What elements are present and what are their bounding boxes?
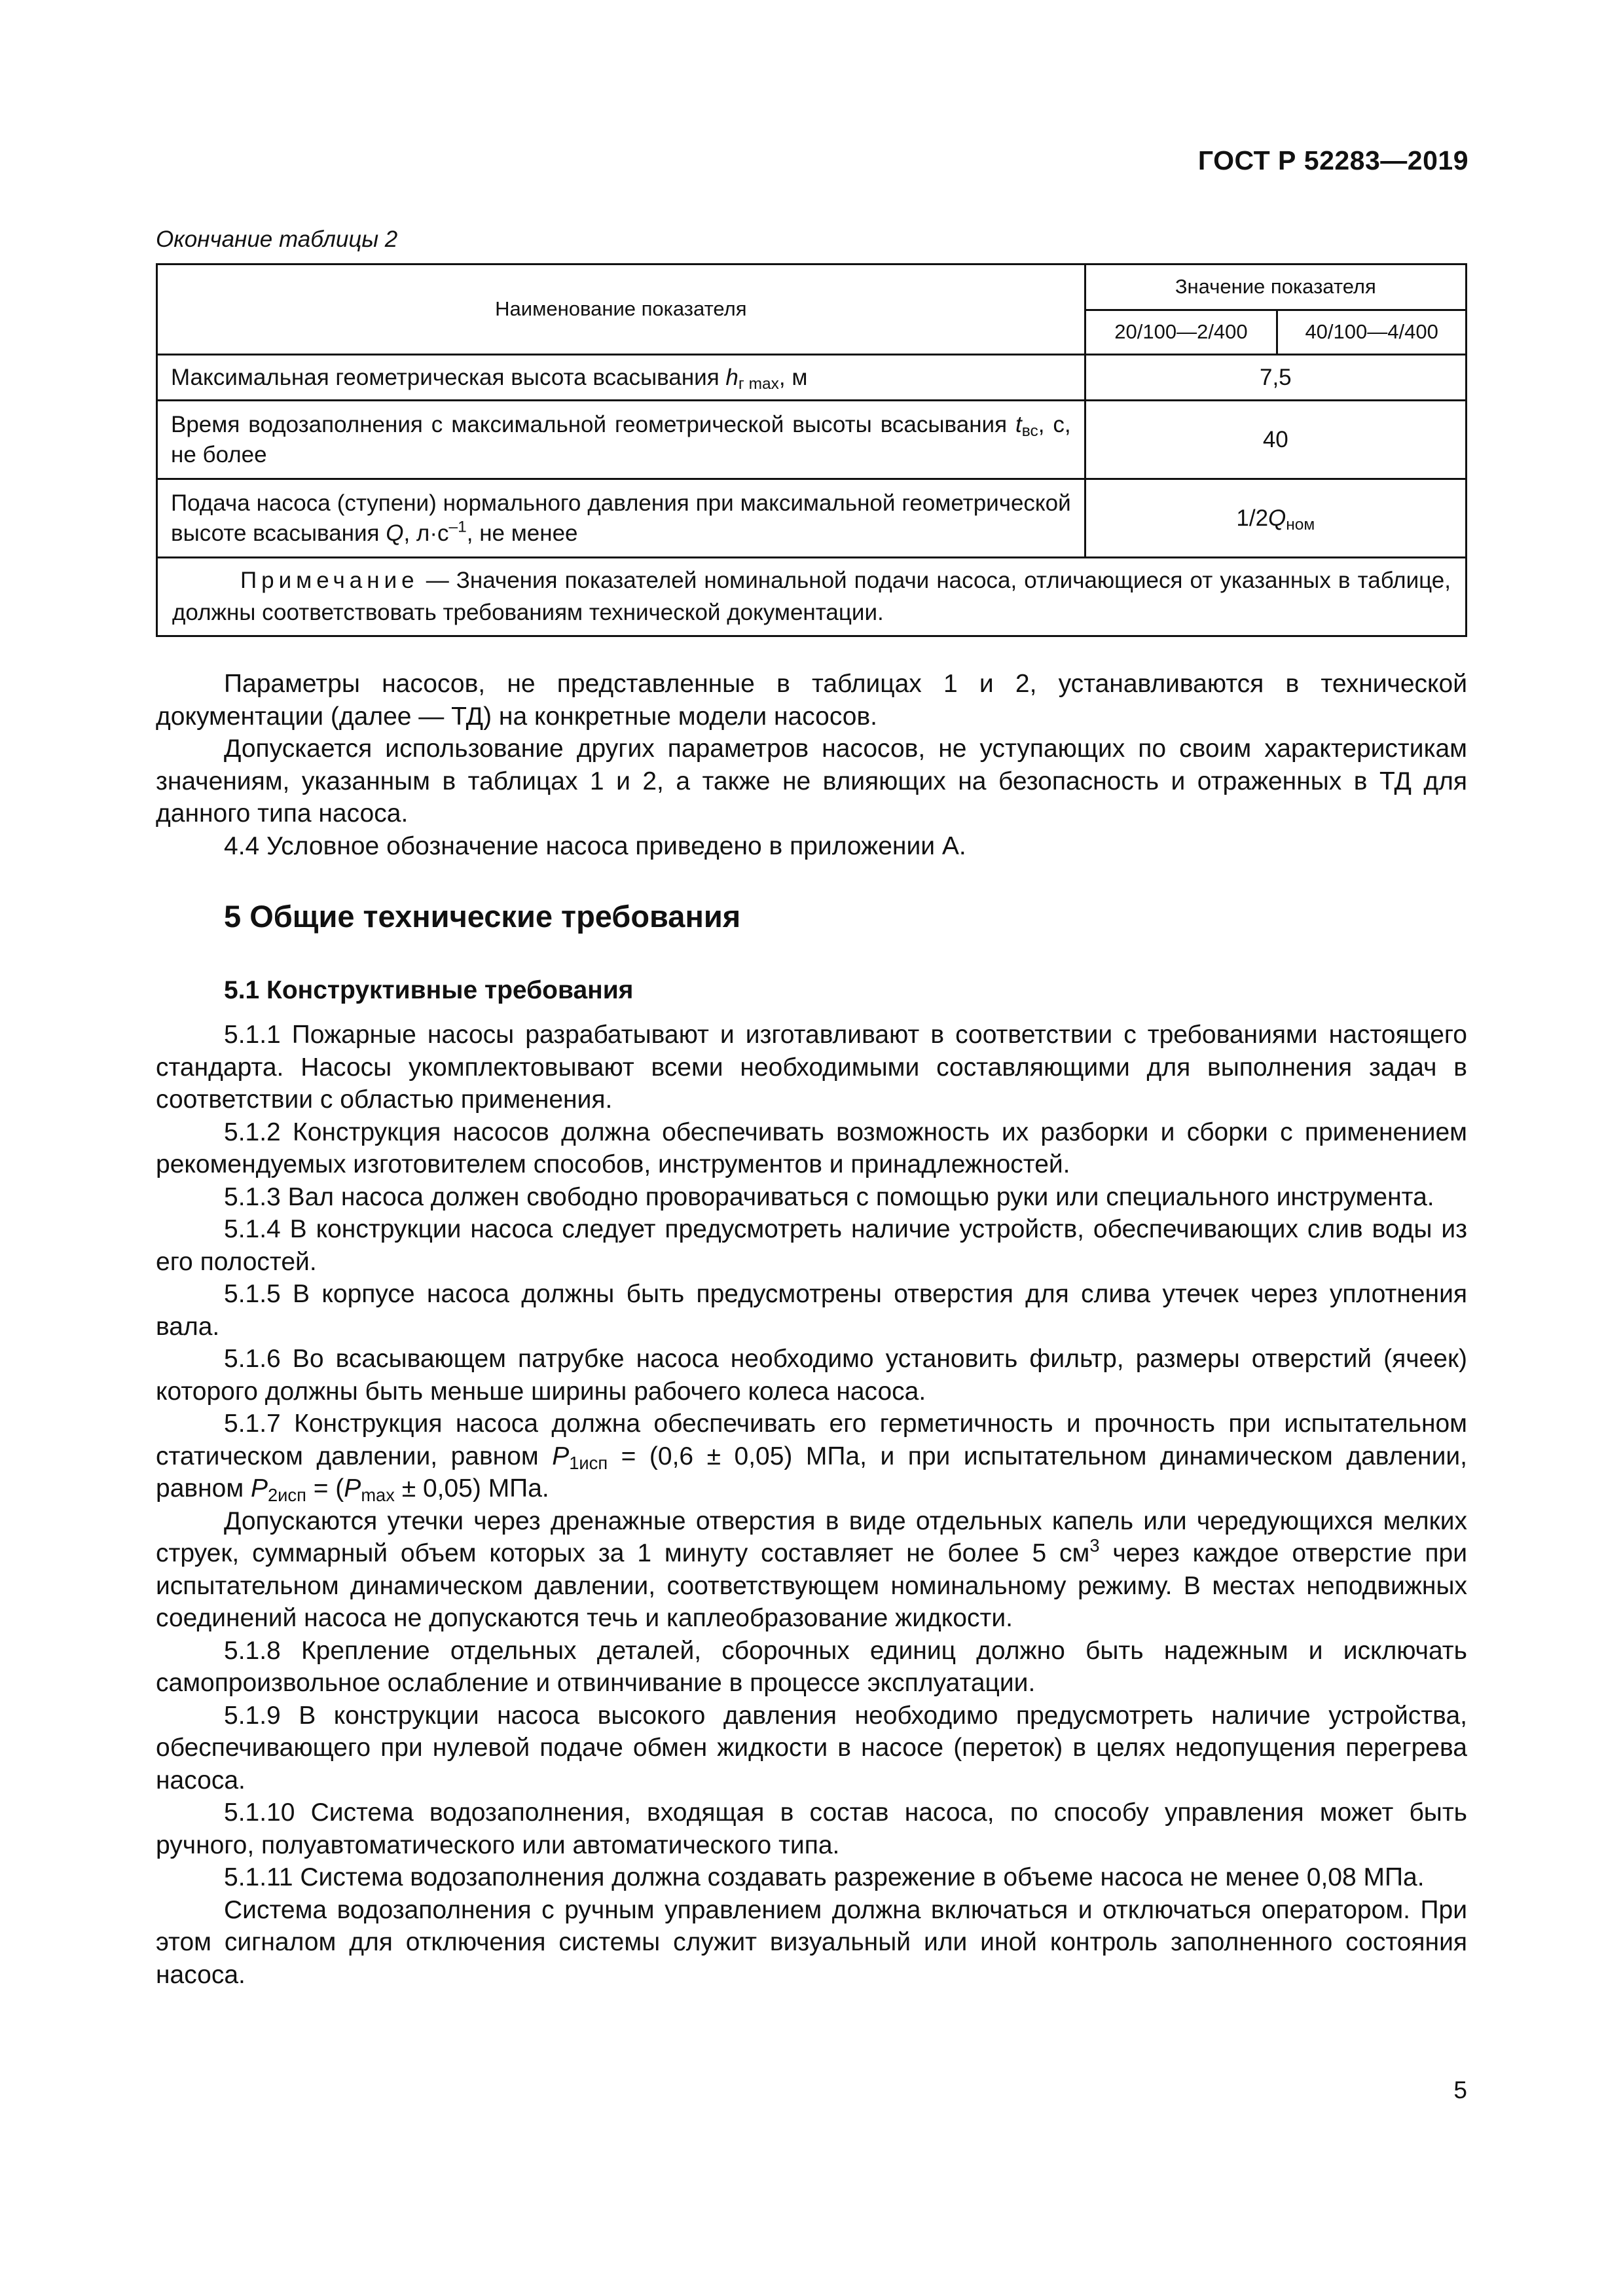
row-value: 7,5 bbox=[1085, 355, 1466, 401]
header-parameter-name: Наименование показателя bbox=[157, 264, 1085, 355]
row-value: 40 bbox=[1085, 401, 1466, 479]
clause-5-1-6: 5.1.6 Во всасывающем патрубке насоса необходимо установить фильтр, размеры отверстий (ячеек) которого должны быть меньше ширины рабочего колеса насоса. bbox=[156, 1345, 1467, 1406]
page-number: 5 bbox=[1453, 2077, 1467, 2104]
subsection-title: 5.1 Конструктивные требования bbox=[224, 976, 634, 1004]
row-name: Максимальная геометрическая высота всасывания $h_{г max}$, м bbox=[157, 355, 1085, 401]
header-model-20-100: 20/100—2/400 bbox=[1085, 310, 1277, 355]
clause-5-1-7: 5.1.7 Конструкция насоса должна обеспечивать его герметичность и прочность при испытательном статическом давлении, равном $P_{1исп} = (0,6 \pm 0,05)$ МПа, и при испытательном динамическом давлении, равном $P_{2исп} = (P_{max} \pm 0,05)$ МПа. bbox=[156, 1410, 1467, 1505]
clause-5-1-1: 5.1.1 Пожарные насосы разрабатывают и изготавливают в соответствии с требованиями настоящего стандарта. Насосы укомплектовывают всеми необходимыми составляющими для выполнения задач в соответствии с областью применения. bbox=[156, 1021, 1467, 1114]
header-parameter-value: Значение показателя bbox=[1085, 264, 1466, 310]
row-value: $1/2Q_{ном}$ bbox=[1085, 479, 1466, 558]
header-model-40-100: 40/100—4/400 bbox=[1277, 310, 1467, 355]
note-text: — Значения показателей номинальной подачи насоса, отличающиеся от указанных в таблице, должны соответствовать требованиям технической документации. bbox=[172, 568, 1451, 625]
paragraph-manual-control: Система водозаполнения с ручным управлением должна включаться и отключаться оператором. При этом сигналом для отключения системы служит визуальный или иной контроль заполненного состояния насоса. bbox=[156, 1895, 1467, 1989]
section-title: 5 Общие технические требования bbox=[224, 899, 741, 934]
row-name: Время водозаполнения с максимальной геометрической высоты всасывания $t_{вс}$, с, не более bbox=[157, 401, 1085, 479]
clause-5-1-2: 5.1.2 Конструкция насосов должна обеспечивать возможность их разборки и сборки с применением рекомендуемых изготовителем способов, инструментов и принадлежностей. bbox=[156, 1118, 1467, 1178]
standard-designation: ГОСТ Р 52283—2019 bbox=[1197, 145, 1468, 175]
table-note-row bbox=[157, 558, 1467, 636]
table-row bbox=[157, 479, 1467, 558]
paragraph: 4.4 Условное обозначение насоса приведено в приложении А. bbox=[224, 831, 966, 860]
clause-5-1-9: 5.1.9 В конструкции насоса высокого давления необходимо предусмотреть наличие устройства, обеспечивающего при нулевой подаче обмен жидкости в насосе (переток) в целях недопущения перегрева насоса. bbox=[156, 1701, 1467, 1795]
clause-5-1-10: 5.1.10 Система водозаполнения, входящая в состав насоса, по способу управления может быть ручного, полуавтоматического или автоматического типа. bbox=[156, 1798, 1467, 1859]
note-label: Примечание bbox=[240, 568, 419, 594]
parameters-table bbox=[156, 263, 1467, 637]
clause-5-1-3: 5.1.3 Вал насоса должен свободно проворачиваться с помощью руки или специального инструмента. bbox=[224, 1182, 1434, 1211]
paragraph-leakage: Допускаются утечки через дренажные отверстия в виде отдельных капель или чередующихся мелких струек, суммарный объем которых за 1 минуту составляет не более 5 $см^3$ через каждое отверстие при испытательном динамическом давлении, соответствующем номинальному режиму. В местах неподвижных соединений насоса не допускаются течь и каплеобразование жидкости. bbox=[156, 1506, 1467, 1632]
clause-5-1-4: 5.1.4 В конструкции насоса следует предусмотреть наличие устройств, обеспечивающих слив воды из его полостей. bbox=[156, 1215, 1467, 1276]
paragraph: Допускается использование других параметров насосов, не уступающих по своим характеристикам значениям, указанным в таблицах 1 и 2, а также не влияющих на безопасность и отраженных в ТД для данного типа насоса. bbox=[156, 735, 1467, 828]
clause-5-1-11: 5.1.11 Система водозаполнения должна создавать разрежение в объеме насоса не менее 0,08 МПа. bbox=[224, 1863, 1425, 1891]
table-row bbox=[157, 401, 1467, 479]
paragraph: Параметры насосов, не представленные в таблицах 1 и 2, устанавливаются в технической документации (далее — ТД) на конкретные модели насосов. bbox=[156, 670, 1467, 731]
table-caption: Окончание таблицы 2 bbox=[156, 227, 398, 252]
table-note bbox=[157, 558, 1467, 636]
table-header-row bbox=[157, 264, 1467, 310]
body-text bbox=[156, 668, 1467, 1991]
clause-5-1-5: 5.1.5 В корпусе насоса должны быть предусмотрены отверстия для слива утечек через уплотнения вала. bbox=[156, 1280, 1467, 1341]
table-row bbox=[157, 355, 1467, 401]
clause-5-1-8: 5.1.8 Крепление отдельных деталей, сборочных единиц должно быть надежным и исключать самопроизвольное ослабление и отвинчивание в процессе эксплуатации. bbox=[156, 1636, 1467, 1697]
row-name: Подача насоса (ступени) нормального давления при максимальной геометрической высоте всасывания Q, $л\cdot с^{-1}$, не менее bbox=[157, 479, 1085, 558]
